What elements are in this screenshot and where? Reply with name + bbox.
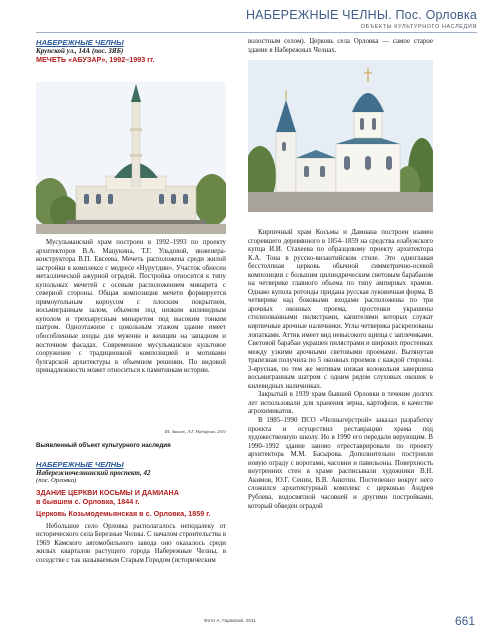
church-heading-block — [36, 442, 226, 565]
church-address: Набережночелнинский проспект, 42 — [36, 468, 151, 477]
church-illustration — [248, 60, 433, 212]
page-number: 661 — [454, 614, 475, 628]
mosque-heading-block — [36, 38, 226, 65]
right-top-text — [248, 38, 433, 55]
church-title-line1: ЗДАНИЕ ЦЕРКВИ КОСЬМЫ И ДАМИАНА — [36, 487, 179, 497]
mosque-photo — [36, 82, 226, 234]
right-continuation: волостным селом). Церковь села Орловка — самое старое здание в Набережных Челнах. — [248, 38, 433, 54]
running-header-subtitle: ОБЪЕКТЫ КУЛЬТУРНОГО НАСЛЕДИЯ — [360, 24, 477, 30]
church-closure-paragraph: Закрытый в 1939 храм бывшей Орловки в течение долгих лет использовали для хранения зерна, картофеля, в качестве агрохимикатов. — [248, 391, 433, 416]
church-photo — [248, 60, 433, 212]
city-heading: НАБЕРЕЖНЫЕ ЧЕЛНЫ — [36, 38, 124, 47]
running-header-title: НАБЕРЕЖНЫЕ ЧЕЛНЫ. Пос. Орловка — [245, 8, 477, 22]
church-history-text — [248, 229, 433, 511]
city-heading-2: НАБЕРЕЖНЫЕ ЧЕЛНЫ — [36, 459, 124, 469]
author-signature: Ш. Закиев, Л.Г. Набирова, 2011 — [164, 429, 226, 434]
header-rule — [36, 32, 477, 33]
church-title-line2: в бывшем с. Орловка, 1844 г. — [36, 496, 140, 506]
heritage-status: Выявленный объект культурного наследия — [36, 442, 171, 449]
church-architecture-paragraph: Кирпичный храм Косьмы и Дамиана построен взамен сгоревшего деревянного в 1854–1859 на средства елабужского купца И.И. Стахеева по образцовому проекту архитектора К.А. Тона в русско-византийском стиле. Это однoглавая бесстолпная церковь обычной симметрично-осевой композиции с большим цилиндрическим световым барабаном на четверике главного объема по типу ампирных храмов. Однако купола ротонды придана русская луковичная форма. В четверике над боковыми входами расположены по три арочных оконных проема, простенки украшены стилизованными пилястрами, капителями которых служат кирпичные арочные наличники. Углы четверика раскрепованы лопатками. Аттик имеет вид невысокого щипца с заплечиками. Световой барабан украшен пилястрами и широких простенках между узкими арочными световыми проемами. Вытянутая трапезная получила по 5 оконных проемов с каждой стороны. 3-ярусная, по тем же мотивам низкая колокольня завершена восьмигранным шатром с одним рядом слуховых окошек в килевидных наличниках. — [248, 229, 433, 390]
church-restoration-paragraph: В 1985–1990 ПСО «Челныгерстрой» заказал разработку проекта и осуществил реставрацию храма под художественную школу. Но в 1990 его передали верующим. В 1990–1992 здание заново отреставрировали по проекту архитектора М.М. Басырова. Дополнительно построили новую ограду с воротами, часовни и павильоны. Поверхность внутренних стен в храме расписывали художники В.Н. Акимов, Ю.Г. Сенин, В.В. Анютин. Постепенно вокруг него сложился архитектурный комплекс с церковью Андрея Рублева, водосвятной часовней и другими постройками, который обведен оградой — [248, 417, 433, 510]
church-secondary-title: Церковь Козьмодемьянская в с. Орловка, 1859 г. — [36, 509, 211, 519]
church-address-note: (пос. Орловка) — [36, 476, 77, 484]
mosque-illustration — [36, 82, 226, 234]
mosque-paragraph: Мусульманский храм построен в 1992–1993 по проекту архитекторов В.А. Мацукина, Т.Г. Ульдовой, инженера-конструктора В.П. Евсеева. Мечеть расположена среди жилой застройки в комплексе с медресе «Нурутдин». Участок обнесен металлической ажурной оградой. Постройка относится к типу купольных мечетей с осевым расположением минарета с северной стороны. Общая композиция мечети формируется прямоугольным корпусом с плоским покрытием, восьмигранным залом, объемом под низким килевидным куполом и трехъярусным минаретом под высоким тонким шатром. Одноэтажное с цокольным этажом здание имеет обособленные входы для мужчин и женщин на западном и восточном фасадах. Современное мусульманское культовое сооружение с традиционной композицией и мотивами булгарской архитектуры в объемном решении. По видовой принадлежности может относиться к памятникам истории. — [36, 239, 226, 375]
mosque-address: Крупской ул., 14А (пос. ЗЯБ) — [36, 47, 124, 55]
photo-credit: Фото А. Гараевой, 2011 — [204, 619, 257, 624]
mosque-title: МЕЧЕТЬ «АБУЗАР», 1992–1993 гг. — [36, 55, 155, 65]
mosque-description — [36, 239, 226, 376]
church-intro-paragraph: Небольшое село Орловка располагалось неподалеку от исторического села Березные Челны. С началом строительства в 1969 Камского автомобильного завода оно оказалось среди жилых кварталов растущего города Набережные Челны, в соседстве с так называемым Старым Городом (историческим — [36, 522, 226, 564]
